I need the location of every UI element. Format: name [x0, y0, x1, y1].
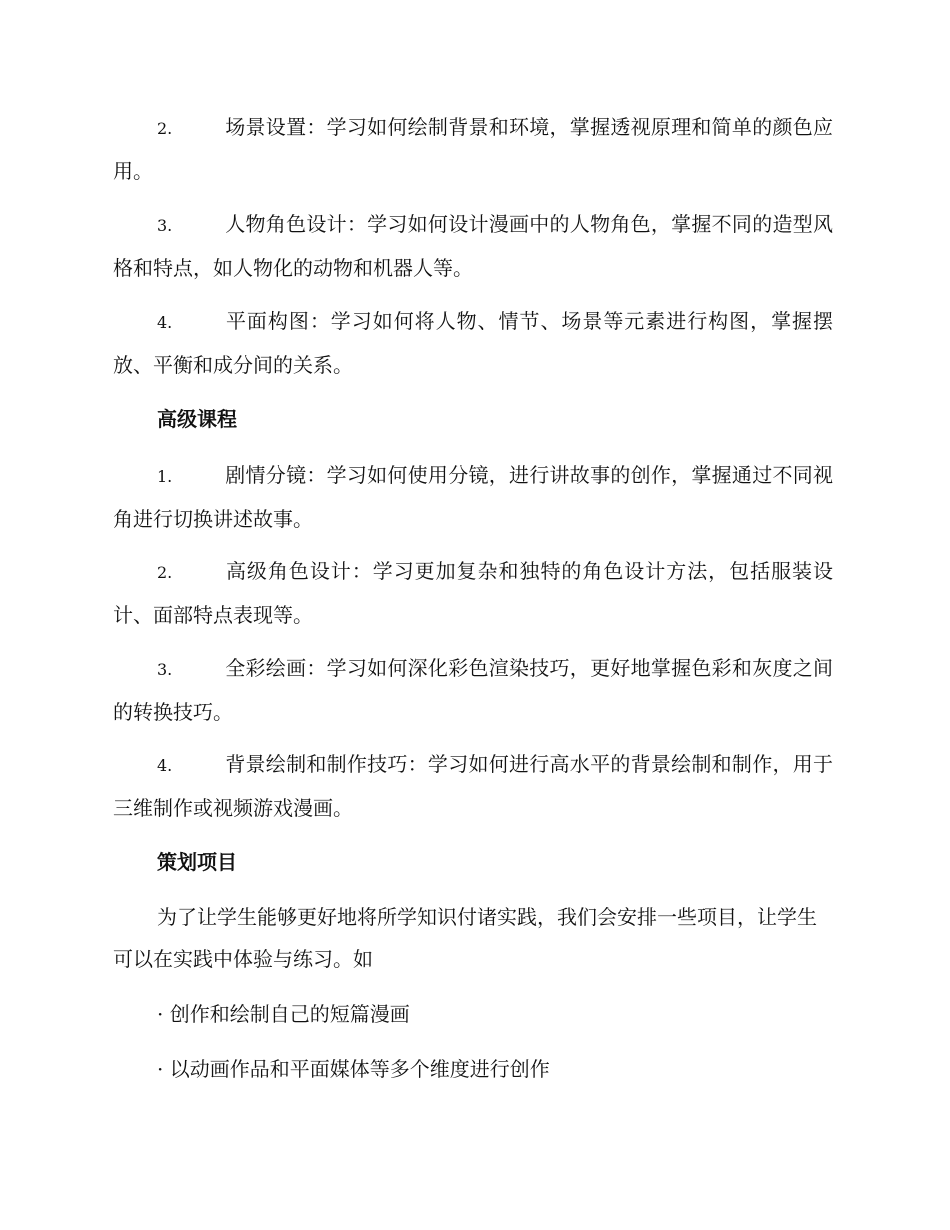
list-item	[113, 203, 833, 289]
bullet-item: · 创作和绘制自己的短篇漫画	[157, 1002, 410, 1026]
list-item	[113, 647, 833, 733]
item-text: 场景设置：学习如何绘制背景和环境，掌握透视原理和简单的颜色应用。	[113, 115, 833, 183]
section-heading-advanced: 高级课程	[157, 407, 237, 431]
item-number: 2.	[157, 119, 173, 138]
item-text: 高级角色设计：学习更加复杂和独特的角色设计方法，包括服装设计、面部特点表现等。	[113, 559, 833, 627]
section-heading-project: 策划项目	[157, 850, 237, 874]
item-number: 3.	[157, 216, 173, 235]
item-text: 剧情分镜：学习如何使用分镜，进行讲故事的创作，掌握通过不同视角进行切换讲述故事。	[113, 463, 833, 531]
item-text: 平面构图：学习如何将人物、情节、场景等元素进行构图，掌握摆放、平衡和成分间的关系。	[113, 309, 833, 377]
list-item	[113, 300, 833, 386]
bullet-item: · 以动画作品和平面媒体等多个维度进行创作	[157, 1057, 550, 1081]
list-item	[113, 550, 833, 636]
item-text: 全彩绘画：学习如何深化彩色渲染技巧，更好地掌握色彩和灰度之间的转换技巧。	[113, 656, 833, 724]
item-number: 4.	[157, 313, 173, 332]
item-number: 1.	[157, 467, 173, 486]
list-item	[113, 454, 833, 540]
item-number: 2.	[157, 563, 173, 582]
item-text: 人物角色设计：学习如何设计漫画中的人物角色，掌握不同的造型风格和特点，如人物化的动物和机器人等。	[113, 212, 833, 280]
item-text: 背景绘制和制作技巧：学习如何进行高水平的背景绘制和制作，用于三维制作或视频游戏漫画。	[113, 752, 833, 820]
list-item	[113, 106, 833, 192]
item-number: 4.	[157, 756, 173, 775]
list-item	[113, 743, 833, 829]
project-intro: 为了让学生能够更好地将所学知识付诸实践，我们会安排一些项目，让学生可以在实践中体验与练习。如	[113, 905, 817, 971]
item-number: 3.	[157, 660, 173, 679]
